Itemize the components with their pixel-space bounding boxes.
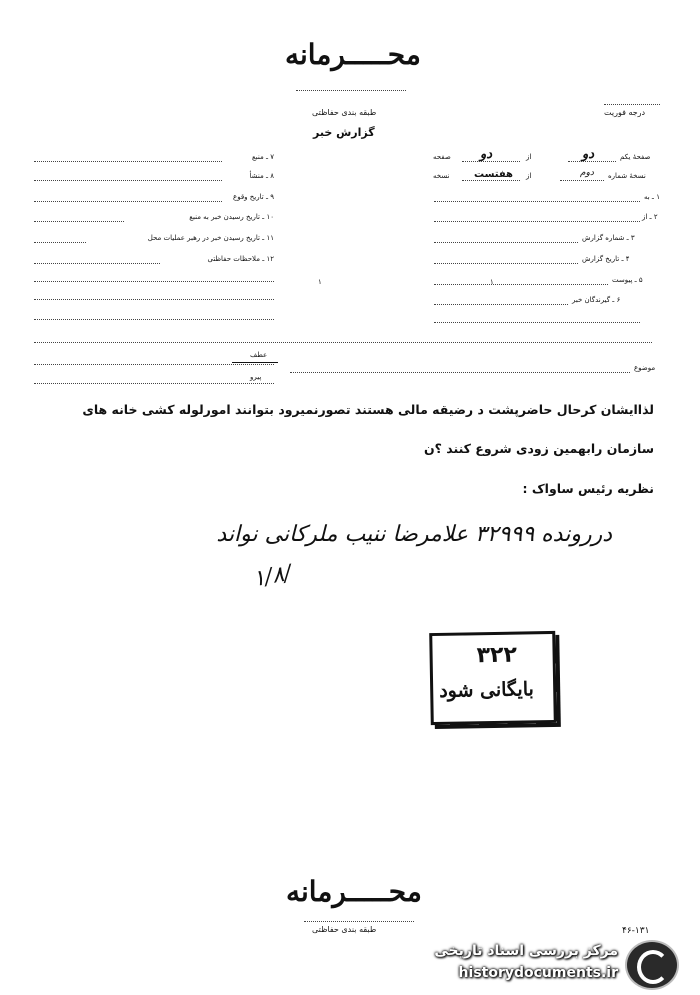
urgency-label: درجه فوریت [604,108,646,117]
extra-line-3 [34,319,274,320]
watermark-line-1: مرکز بررسی اسناد تاریخی [434,943,618,959]
page-line-dots2 [462,161,520,162]
field-to: ۱ ـ به [644,193,660,201]
field-occurrence-line [34,201,222,202]
page-line-a: صفحهٔ یکم [620,153,651,161]
page-line-dots1 [568,161,616,162]
field-from: ۲ ـ از [642,213,658,221]
field-report-number-line [434,242,578,243]
page-val1: دو [582,147,595,162]
body-line-3: نظریه رئیس ساواک : [522,481,654,496]
field-report-number: ۳ ـ شماره گزارش [582,234,635,242]
field-source: ۷ ـ منبع [252,153,274,161]
subject-top-line [34,342,652,343]
field-leader-receipt-line [34,242,86,243]
footer-code: ۴۶-۱۳۱ [622,926,650,936]
field-origin-line [34,180,222,181]
field-origin: ۸ ـ منشأ [249,172,274,180]
extra-line-1 [34,281,274,282]
right-one-mark: ۱ [490,278,494,286]
page-line-b: از [526,153,532,161]
classification-label: طبقه بندی حفاظتی [312,108,377,117]
field-security-notes: ۱۲ ـ ملاحظات حفاظتی [207,255,274,263]
subject-line-left [34,364,274,365]
subject-divider [232,362,278,363]
left-one-mark: ۱ [318,278,322,286]
field-report-date-line [434,263,578,264]
body-line-1: لذاایشان کرحال حاضرپشت د رضیقه مالی هستند تصورنمیرود بتوانند امورلوله کشی خانه های [82,402,654,417]
copy-line-dots1 [560,180,604,181]
field-to-line [434,201,640,202]
subject-line-left2 [34,383,274,384]
copy-line-dots2 [462,180,520,181]
field-source-receipt-date: ۱۰ ـ تاریخ رسیدن خبر به منبع [189,213,274,221]
watermark-line-2: historydocuments.ir [458,965,618,981]
field-right-extra-line [434,322,640,323]
archive-stamp [429,631,557,725]
page-line-c: صفحه [433,153,451,161]
field-recipients: ۶ ـ گیرندگان خبر [572,296,621,304]
subject-label: موضوع [634,364,656,372]
field-source-receipt-line [34,221,124,222]
handwritten-date: ۱/۸/ [251,560,294,593]
field-occurrence-date: ۹ ـ تاریخ وقوع [233,193,274,201]
page-val2: دو [480,147,493,162]
footer-class-line [304,921,414,922]
handwritten-note: دررونده ۳۲۹۹۹ علامرضا ننیب ملرکانی نواند [216,522,612,547]
header-title: محـــــرمانه [285,38,421,71]
field-recipients-line [434,304,568,305]
field-attachment: ۵ ـ پیوست [612,276,643,284]
watermark-logo-icon [625,940,679,990]
action-label: عطف [250,351,268,359]
copy-line-c: نسخه [433,172,450,180]
stamp-text: بایگانی شود [439,678,534,702]
followup-label: پیرو [250,373,262,381]
copy-line-b: از [526,172,532,180]
extra-line-2 [34,299,274,300]
copy-val2: هفتست [474,169,513,180]
field-attachment-line [434,284,608,285]
body-line-2: سازمان رابهمین زودی شروع کنند ؟ن [423,441,654,456]
field-from-line [434,221,640,222]
subject-line-right [290,372,630,373]
stamp-number: ۳۲۲ [476,642,518,669]
field-security-line [34,263,160,264]
urgency-line [604,104,660,105]
copy-line-a: نسخهٔ شماره [608,172,646,180]
report-title: گزارش خبر [313,126,375,139]
header-class-line [296,90,406,91]
copy-val1: دوم [580,168,594,178]
field-leader-receipt-date: ۱۱ ـ تاریخ رسیدن خبر در رهبر عملیات محل [147,234,274,242]
field-report-date: ۴ ـ تاریخ گزارش [582,255,630,263]
footer-classification-label: طبقه بندی حفاظتی [312,925,377,934]
field-source-line [34,161,222,162]
footer-title: محـــــرمانه [286,875,422,908]
